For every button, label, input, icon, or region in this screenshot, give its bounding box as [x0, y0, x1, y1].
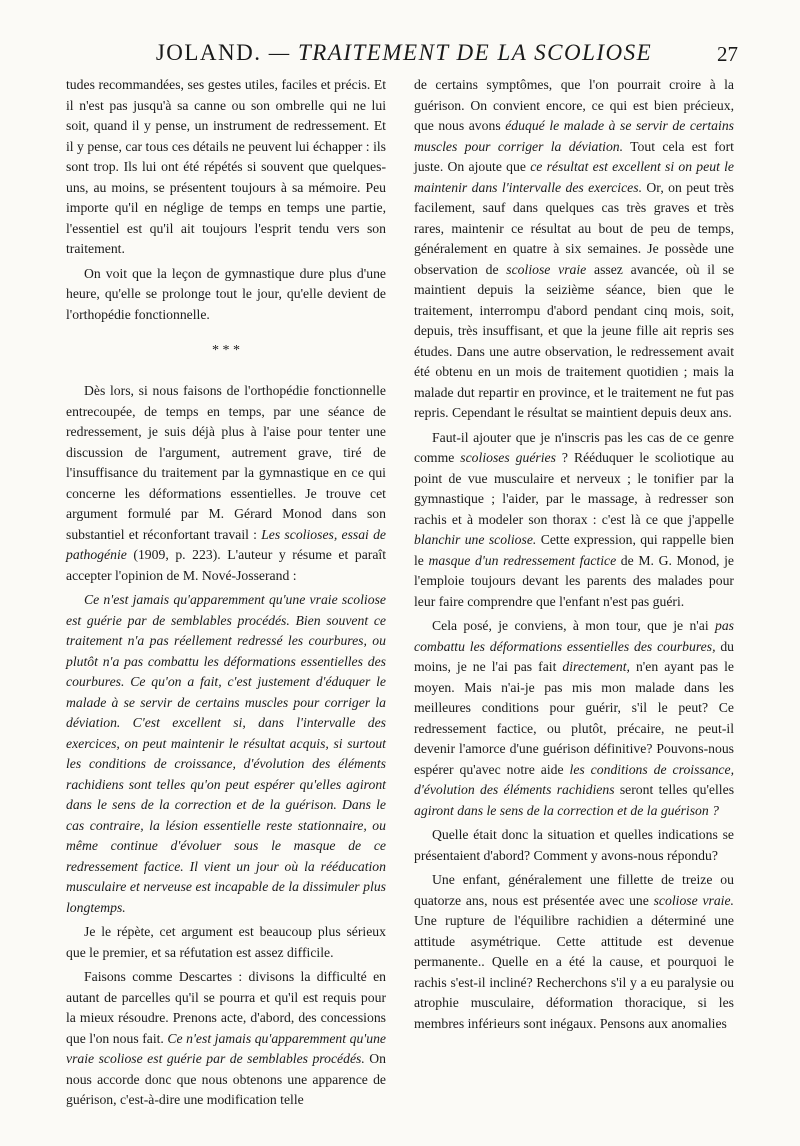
emphasis: agiront dans le sens de la correction et de la guérison ? — [414, 802, 720, 818]
emphasis: scolioses guéries — [460, 450, 556, 465]
text-run: de certains symptômes, que l'on pourrait croire à la guérison. On convient encore, ce qui est bien précieux, que nous avons — [414, 77, 734, 133]
page-number: 27 — [717, 42, 738, 66]
emphasis: scoliose vraie. — [653, 892, 734, 908]
emphasis: blanchir une scoliose. — [414, 532, 537, 547]
emphasis: scoliose vraie — [506, 261, 587, 277]
paragraph — [66, 381, 386, 586]
paragraph — [66, 967, 386, 1111]
paragraph: Je le répète, cet argument est beaucoup plus sérieux que le premier, et sa réfutation est assez difficile. — [66, 924, 386, 960]
emphasis: directement, — [562, 659, 630, 674]
text-run: assez avancée, où il se maintient depuis la seizième séance, bien que le traitement, interrompu d'abord pendant cinq mois, soit, depuis, très insuffisant, et que la jeune fille ait repris ses études. Dans une autre observation, le redressement avait été obtenu en un mois de traitement quotidien ; mais la malade dut repartir en province, et le traitement ne fut pas repris. Cependant le résultat se maintient depuis deux ans. — [414, 261, 735, 420]
emphasis: les conditions de croissance, d'évolution des éléments rachidiens — [414, 761, 735, 797]
left-column — [66, 75, 386, 1115]
inline-quote: Ce n'est jamais qu'apparemment qu'une vraie scoliose est guérie par de semblables procédés. — [66, 1030, 386, 1066]
text-run: ? Rééduquer le scoliotique au point de vue musculaire et nerveux ; le tonifier par la gymnastique ; l'aider, par le massage, à redresser son rachis et à modeler son thorax : c'est là ce que j'appelle — [414, 450, 735, 527]
emphasis: pas combattu les déformations essentielles des courbures, — [414, 618, 734, 654]
text-run: Cela posé, je conviens, à mon tour, que je n'ai — [432, 618, 709, 633]
text-run: Cette expression, qui rappelle bien le — [414, 532, 735, 568]
text-run: Faisons comme Descartes : divisons la difficulté en autant de parcelles qu'il se pourra et qu'il est requis pour la mieux résoudre. Prenons acte, d'abord, des concessions que l'on nous fait. — [66, 969, 386, 1046]
section-separator: * * * — [212, 343, 240, 358]
text-run: Une enfant, généralement une fillette de treize ou quatorze ans, nous est présentée avec une — [414, 872, 734, 908]
emphasis: ce résultat est excellent si on peut le maintenir dans l'intervalle des exercices. — [414, 159, 734, 195]
text-run: Une rupture de l'équilibre rachidien a déterminé une attitude asymétrique. Cette attitude est devenue permanente.. Quelle en a été la cause, et pourquoi le rachis s'est-il incliné? Recherchons s'il y a eu paralysie ou atrophie musculaire, déformation thoracique, si les membres inférieurs sont inégaux. Pensons aux anomalies — [414, 913, 734, 1031]
book-title: Les scolioses, essai de pathogénie — [66, 526, 387, 562]
paragraph — [414, 870, 734, 1034]
paragraph — [414, 428, 734, 613]
block-quote: Ce n'est jamais qu'apparemment qu'une vraie scoliose est guérie par de semblables procédés. Bien souvent ce traitement n'a pas réellement redressé les courbures, ou plutôt n'a pas combattu les déformations essentielles des courbures. Ce qu'on a fait, c'est justement d'éduquer le malade à se servir de certains muscles pour corriger la déviation. C'est excellent si, dans l'intervalle des exercices, on peut maintenir le résultat acquis, si surtout les conditions de croissance, d'évolution des éléments rachidiens sont telles qu'on peut espérer qu'elles agiront dans le sens de la correction et de la guérison. Dans le cas contraire, la lésion essentielle reste stationnaire, ou même continue d'évoluer sous le masque de ce redressement factice. Il vient un jour où la rééducation musculaire et nerveuse est incapable de la dissimuler plus longtemps. — [66, 592, 386, 915]
text-run: On nous accorde donc que nous obtenons une apparence de guérison, c'est-à-dire une modification telle — [66, 1051, 387, 1107]
text-run: Or, on peut très facilement, sauf dans quelques cas très graves et très rares, maintenir ce résultat au bout de peu de temps, généralement en quatre à six semaines. Je possède une observation de — [414, 179, 734, 277]
running-header — [70, 40, 738, 74]
text-run: (1909, p. 223). L'auteur y résume et paraît accepter l'opinion de M. Nové-Josserand : — [66, 547, 387, 583]
text-run: Faut-il ajouter que je n'inscris pas les cas de ce genre comme — [414, 429, 734, 465]
header-author: JOLAND. — [155, 40, 262, 65]
text-run: seront telles qu'elles — [619, 782, 735, 797]
emphasis: éduqué le malade à se servir de certains muscles pour corriger la déviation. — [414, 118, 734, 154]
paragraph: Quelle était donc la situation et quelles indications se présentaient d'abord? Comment y avons-nous répondu? — [414, 827, 734, 863]
text-run: de M. G. Monod, je l'emploie toujours devant les parents des malades pour leur faire comprendre que l'enfant n'est pas guéri. — [414, 552, 734, 609]
text-run: n'en ayant pas le moyen. Mais n'ai-je pas mis mon malade dans les meilleures conditions pour guérir, s'il le peut? Ce redressement factice, ou plutôt, précaire, ne peut-il devenir l'amorce d'une guérison définitive? Pouvons-nous espérer qu'avec notre aide — [414, 659, 734, 777]
text-run: Dès lors, si nous faisons de l'orthopédie fonctionnelle entrecoupée, de temps en temps, par une séance de redressement, je suis déjà plus à l'aise pour tenter une discussion de l'argument, autrement grave, tiré de l'insuffisance du traitement par la gymnastique en ce qui concerne les déformations essentielles. Je trouve cet argument formulé par M. Gérard Monod dans son substantiel et réconfortant travail : — [66, 383, 386, 542]
emphasis: masque d'un redressement factice — [428, 552, 617, 568]
paragraph: On voit que la leçon de gymnastique dure plus d'une heure, qu'elle se prolonge tout le jour, qu'elle devient de l'orthopédie fonctionnelle. — [66, 265, 386, 322]
right-column — [414, 75, 734, 1038]
header-title: — TRAITEMENT DE LA SCOLIOSE — [268, 40, 653, 65]
text-run: Tout cela est fort juste. On ajoute que — [414, 138, 734, 174]
paragraph — [414, 75, 734, 424]
paragraph: tudes recommandées, ses gestes utiles, faciles et précis. Et il n'est pas jusqu'à sa canne ou son ombrelle qui ne lui soit, quand il y pense, un instrument de redressement. Et il y pense, car tous ces détails ne peuvent lui échapper : ils sont trop. Ils lui ont été répétés si souvent que quelques-uns, au moins, se présentent toujours à sa mémoire. Peu importe qu'il en néglige de temps en temps une partie, l'essentiel est qu'il ait toujours l'esprit tendu vers son traitement. — [66, 77, 386, 256]
paragraph — [414, 616, 734, 821]
text-run: du moins, je ne l'ai pas fait — [414, 638, 735, 674]
running-title — [156, 40, 652, 65]
